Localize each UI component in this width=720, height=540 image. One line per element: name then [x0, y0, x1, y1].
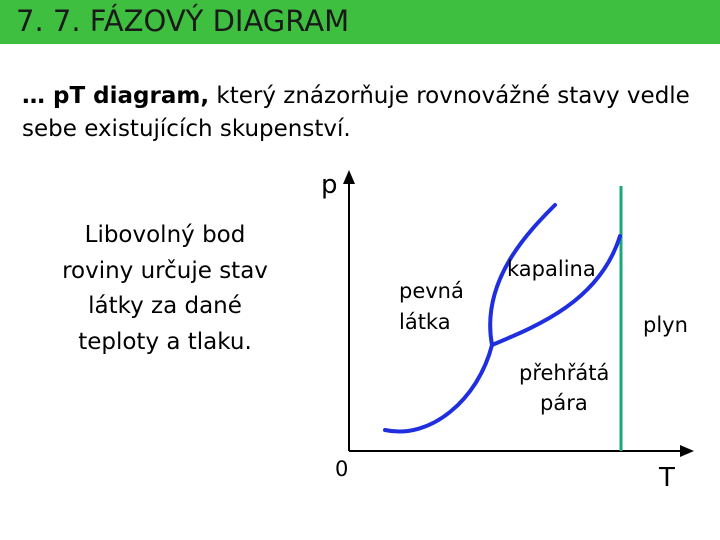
p-axis-label: p: [321, 170, 338, 200]
sublimation-curve: [385, 345, 492, 432]
solid-region-label-2: látka: [399, 310, 451, 334]
p-axis-arrow: [343, 170, 355, 184]
liquid-region-label: kapalina: [507, 257, 596, 281]
gas-region-label: plyn: [643, 313, 688, 337]
vaporization-curve: [492, 236, 620, 345]
intro-bold: … pT diagram,: [22, 83, 210, 109]
vapor-region-label-2: pára: [540, 391, 588, 415]
t-axis-arrow: [680, 445, 694, 457]
t-axis-label: T: [659, 463, 675, 493]
vapor-region-label-1: přehřátá: [519, 361, 610, 385]
origin-label: 0: [335, 457, 349, 481]
solid-region-label-1: pevná: [399, 279, 464, 303]
intro-rest: který znázorňuje rovnovážné stavy vedle sebe existujících skupenství.: [22, 83, 690, 142]
slide-title: 7. 7. FÁZOVÝ DIAGRAM: [16, 4, 350, 38]
side-note: Libovolný bod roviny určuje stav látky za dané teploty a tlaku.: [62, 222, 268, 355]
